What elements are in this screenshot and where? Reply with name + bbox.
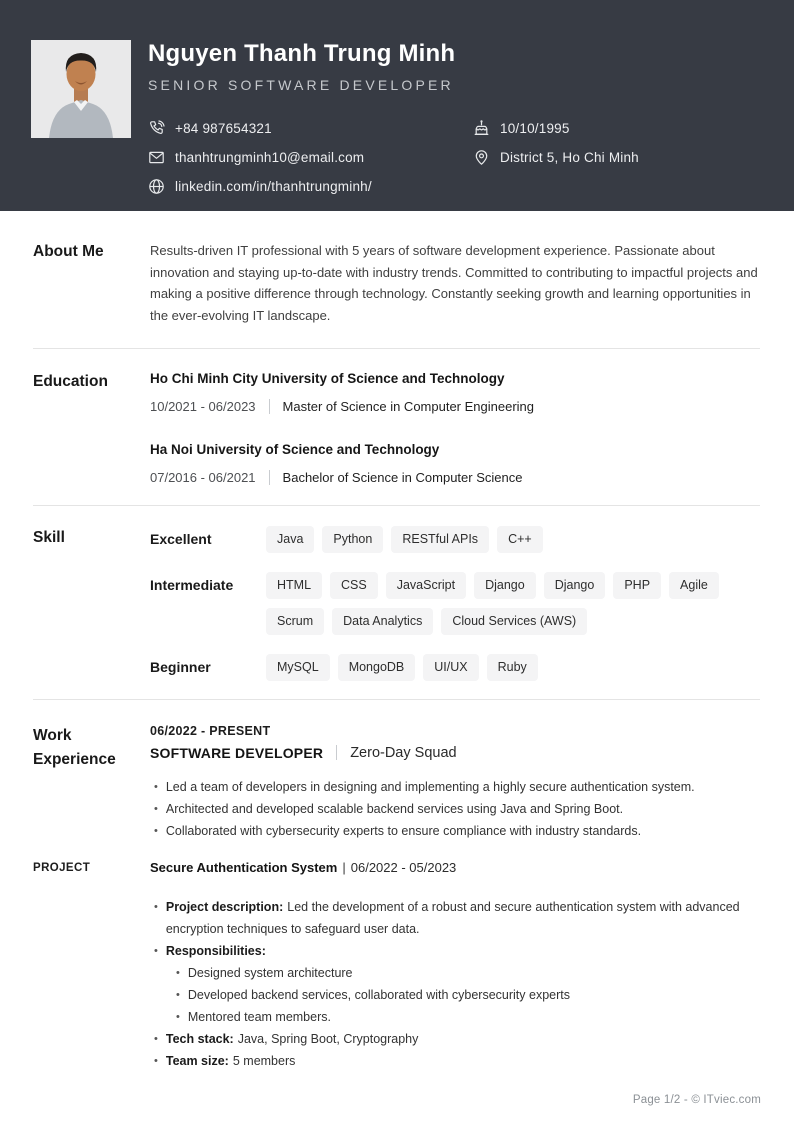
profile-photo	[31, 40, 131, 138]
experience-role: SOFTWARE DEVELOPER	[150, 744, 324, 761]
degree-name: Master of Science in Computer Engineering	[282, 398, 535, 414]
sub-bullet: • Designed system architecture	[172, 962, 760, 984]
location-pin-icon	[473, 149, 490, 166]
detail-text: Led the development of a robust and secure authentication system with advanced encryption techniques to safeguard user data.	[165, 899, 740, 936]
about-text: Results-driven IT professional with 5 years of software development experience. Passionate about innovation and staying up-to-date with industry trends. Committed to contributing to impactful projects and making a positive difference through technology. Constantly seeking growth and learning opportunities in the ever-evolving IT landscape.	[150, 243, 758, 324]
sub-bullet: • Developed backend services, collaborated with cybersecurity experts	[172, 984, 760, 1006]
separator-char: |	[342, 859, 346, 875]
project-detail	[150, 1028, 760, 1050]
degree-name: Bachelor of Science in Computer Science	[282, 469, 523, 485]
skill-tag: Cloud Services (AWS)	[441, 608, 587, 635]
project-title-line	[150, 859, 760, 877]
birthday-cake-icon	[473, 120, 490, 137]
skill-tag: Scrum	[266, 608, 324, 635]
project-title: Secure Authentication System	[150, 859, 338, 875]
page-footer: Page 1/2 - © ITviec.com	[632, 1094, 761, 1106]
experience-company: Zero-Day Squad	[350, 744, 457, 761]
project-period: 06/2022 - 05/2023	[350, 859, 457, 875]
contact-location	[473, 143, 639, 172]
experience-bullet: • Architected and developed scalable backend services using Java and Spring Boot.	[150, 798, 760, 820]
contact-phone	[148, 114, 473, 143]
separator-bar	[269, 470, 270, 485]
location-value: District 5, Ho Chi Minh	[500, 150, 639, 165]
school-name: Ha Noi University of Science and Technology	[150, 441, 440, 457]
skill-level: Intermediate	[150, 576, 234, 593]
separator-bar	[336, 745, 337, 760]
contact-info	[148, 114, 761, 201]
skill-tag: Django	[544, 572, 606, 599]
school-name: Ho Chi Minh City University of Science and Technology	[150, 370, 505, 386]
birthday-value: 10/10/1995	[500, 121, 570, 136]
resume-body	[0, 211, 794, 1072]
skill-group-beginner	[150, 654, 760, 681]
skill-tag: JavaScript	[386, 572, 466, 599]
experience-period: 06/2022 - PRESENT	[150, 723, 271, 738]
phone-icon	[148, 120, 165, 137]
education-entry	[150, 370, 760, 414]
project-detail	[150, 896, 760, 940]
globe-icon	[148, 178, 165, 195]
resume-header	[0, 0, 794, 211]
responsibilities-list	[172, 962, 760, 1028]
candidate-name: Nguyen Thanh Trung Minh	[148, 40, 456, 67]
detail-label: Team size:	[165, 1053, 229, 1068]
skill-tag: CSS	[330, 572, 378, 599]
detail-text: 5 members	[232, 1053, 296, 1068]
detail-label: Tech stack:	[165, 1031, 234, 1046]
skill-tag: Ruby	[487, 654, 538, 681]
section-skill	[33, 506, 760, 699]
skill-level: Excellent	[150, 530, 212, 547]
work-section-label: Work Experience	[33, 726, 116, 768]
skill-tag: Agile	[669, 572, 719, 599]
section-about	[33, 211, 760, 348]
project-detail	[150, 940, 760, 962]
detail-text: Java, Spring Boot, Cryptography	[237, 1031, 419, 1046]
detail-label: Responsibilities:	[165, 943, 266, 958]
experience-bullet: • Led a team of developers in designing and implementing a highly secure authentication system.	[150, 776, 760, 798]
candidate-job-title: SENIOR SOFTWARE DEVELOPER	[148, 77, 454, 93]
skill-tag: Data Analytics	[332, 608, 433, 635]
education-entry	[150, 441, 760, 485]
education-period: 07/2016 - 06/2021	[150, 469, 256, 485]
skill-tag: Django	[474, 572, 536, 599]
section-work-experience	[33, 700, 760, 842]
skill-tag: PHP	[613, 572, 661, 599]
contact-email	[148, 143, 473, 172]
email-icon	[148, 149, 165, 166]
project-detail	[150, 1050, 760, 1072]
skill-tag: HTML	[266, 572, 322, 599]
experience-bullet: • Collaborated with cybersecurity experts to ensure compliance with industry standards.	[150, 820, 760, 842]
section-project	[33, 842, 760, 1072]
skill-tag: RESTful APIs	[391, 526, 489, 553]
linkedin-value: linkedin.com/in/thanhtrungminh/	[175, 179, 372, 194]
education-period: 10/2021 - 06/2023	[150, 398, 256, 414]
skill-level: Beginner	[150, 658, 211, 675]
contact-birthday	[473, 114, 639, 143]
skill-group-intermediate	[150, 572, 760, 635]
section-education	[33, 349, 760, 505]
skill-tag: MySQL	[266, 654, 330, 681]
skill-tag: C++	[497, 526, 543, 553]
detail-label: Project description:	[165, 899, 284, 914]
project-section-label: PROJECT	[33, 861, 91, 874]
phone-value: +84 987654321	[175, 121, 272, 136]
contact-website	[148, 172, 473, 201]
sub-bullet: • Mentored team members.	[172, 1006, 760, 1028]
profile-photo-illustration	[31, 40, 131, 138]
skill-tag: Python	[322, 526, 383, 553]
separator-bar	[269, 399, 270, 414]
email-value: thanhtrungminh10@email.com	[175, 150, 365, 165]
skill-tag: Java	[266, 526, 314, 553]
skill-tag: UI/UX	[423, 654, 478, 681]
skill-tag: MongoDB	[338, 654, 416, 681]
skill-section-label: Skill	[33, 528, 65, 546]
about-section-label: About Me	[33, 243, 104, 260]
education-section-label: Education	[33, 372, 108, 390]
skill-group-excellent	[150, 526, 760, 553]
